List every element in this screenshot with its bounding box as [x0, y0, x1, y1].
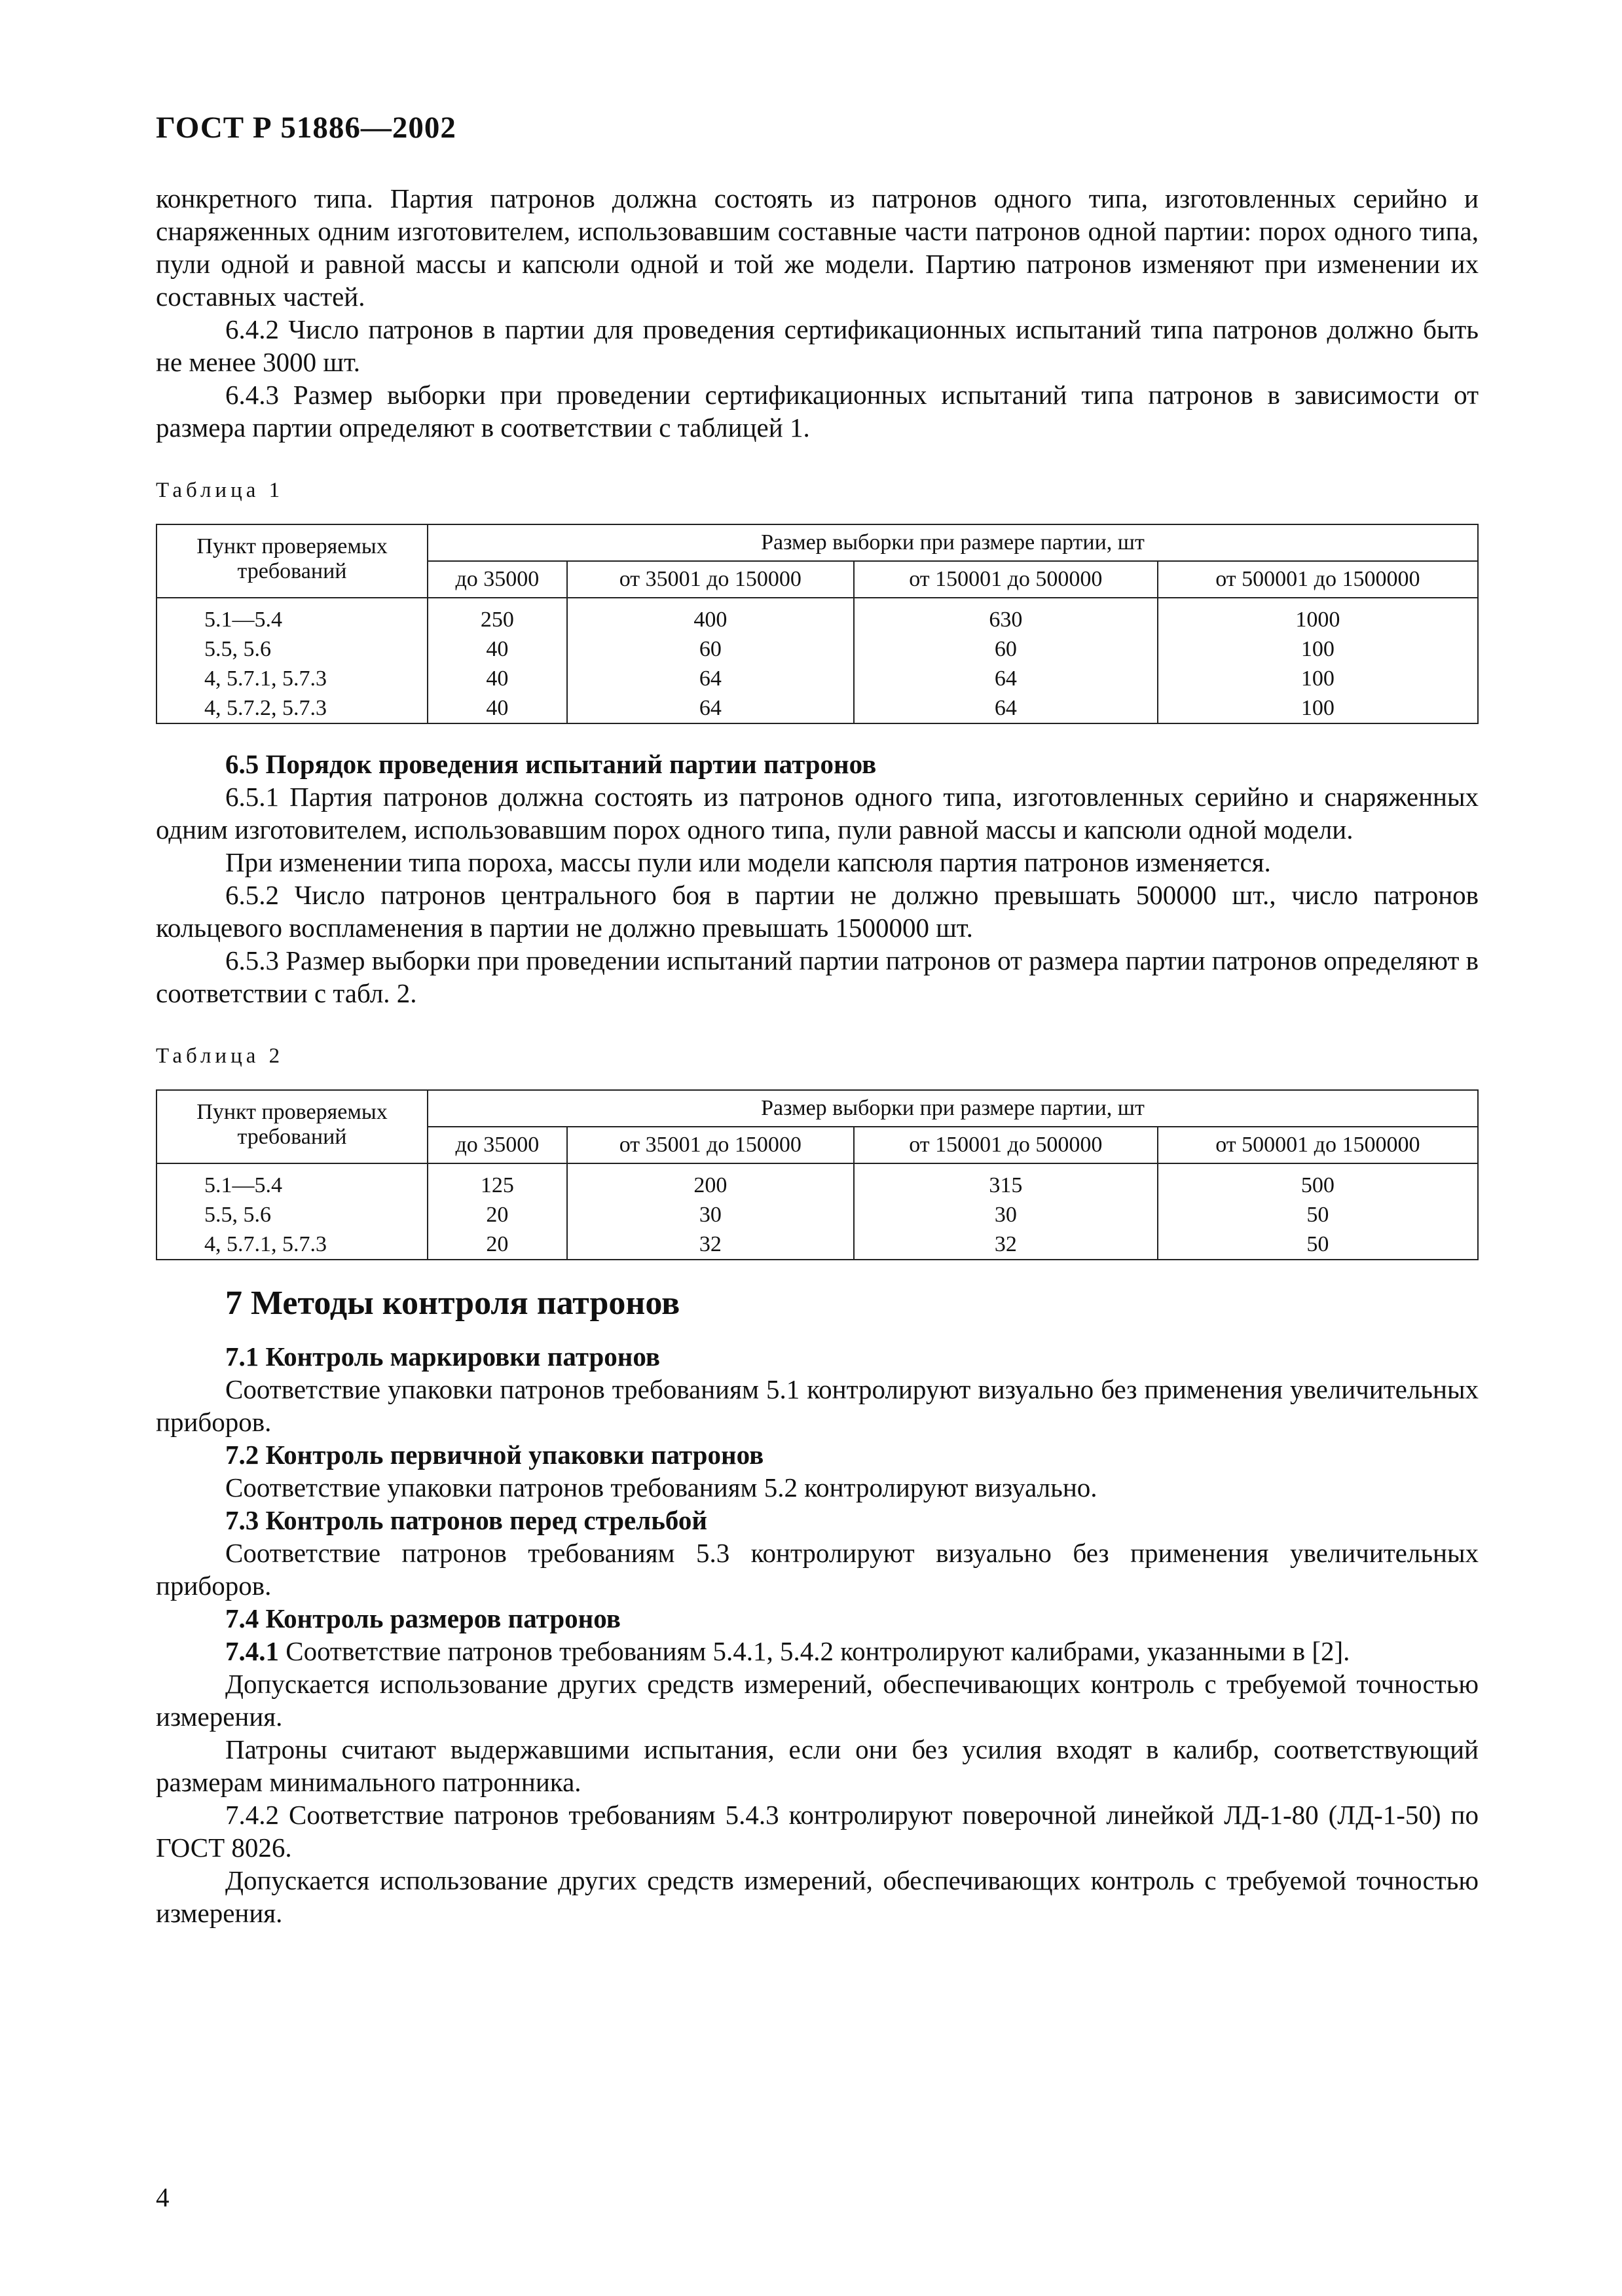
section-6-5-title: 6.5 Порядок проведения испытаний партии патронов	[225, 749, 877, 779]
paragraph: Соответствие упаковки патронов требованиям 5.2 контролируют визуально.	[225, 1472, 1097, 1503]
table-row	[157, 1163, 1478, 1260]
table-2	[156, 1089, 1479, 1260]
table-1	[156, 524, 1479, 724]
table-cell: 400 60 64 64	[567, 598, 854, 723]
document-body	[156, 182, 1479, 1929]
table-2-col-header: до 35000	[428, 1127, 567, 1163]
paragraph: 7.4.2 Соответствие патронов требованиям 5.4.3 контролируют поверочной линейкой ЛД-1-80 (ЛД-1-50) по ГОСТ 8026.	[156, 1800, 1479, 1863]
page-number: 4	[156, 2182, 170, 2212]
paragraph: 6.5.3 Размер выборки при проведении испытаний партии патронов от размера партии патронов определяют в соответствии с табл. 2.	[156, 945, 1479, 1008]
document-code-header: ГОСТ Р 51886—2002	[156, 111, 456, 145]
section-7-3-title: 7.3 Контроль патронов перед стрельбой	[225, 1505, 708, 1535]
paragraph	[156, 1635, 1479, 1667]
table-1-col-header: до 35000	[428, 561, 567, 598]
paragraph: 6.5.1 Партия патронов должна состоять из патронов одного типа, изготовленных серийно и снаряженных одним изготовителем, использовавшим порох одного типа, пули равной массы и капсюли одной модели.	[156, 782, 1479, 845]
paragraph: Патроны считают выдержавшими испытания, если они без усилия входят в калибр, соответствующий размерам минимального патронника.	[156, 1734, 1479, 1797]
section-7-4-title: 7.4 Контроль размеров патронов	[225, 1603, 621, 1633]
paragraph: 6.4.2 Число патронов в партии для проведения сертификационных испытаний типа патронов должно быть не менее 3000 шт.	[156, 314, 1479, 377]
table-1-caption: Таблица 1	[156, 479, 284, 502]
table-cell: 200 30 32	[567, 1163, 854, 1260]
table-1-row-header: Пункт проверяемых требований	[157, 524, 428, 598]
table-cell: 5.1—5.4 5.5, 5.6 4, 5.7.1, 5.7.3	[157, 1163, 428, 1260]
table-cell: 630 60 64 64	[854, 598, 1158, 723]
table-1-col-header: от 500001 до 1500000	[1158, 561, 1478, 598]
section-7-2-title: 7.2 Контроль первичной упаковки патронов	[225, 1440, 764, 1470]
section-7-1-title: 7.1 Контроль маркировки патронов	[225, 1341, 661, 1372]
table-cell: 500 50 50	[1158, 1163, 1478, 1260]
paragraph: Соответствие патронов требованиям 5.3 контролируют визуально без применения увеличительных приборов.	[156, 1538, 1479, 1601]
table-1-col-header: от 35001 до 150000	[567, 561, 854, 598]
table-1-span-header: Размер выборки при размере партии, шт	[428, 524, 1478, 561]
table-2-col-header: от 150001 до 500000	[854, 1127, 1158, 1163]
table-cell: 125 20 20	[428, 1163, 567, 1260]
table-cell: 315 30 32	[854, 1163, 1158, 1260]
paragraph: конкретного типа. Партия патронов должна состоять из патронов одного типа, изготовленных серийно и снаряженных одним изготовителем, использовавшим составные части патронов одной партии: порох одного типа, пули одной и равной массы и капсюли одной и той же модели. Партию патронов изменяют при изменении их составных частей.	[156, 183, 1479, 312]
section-7-title: 7 Методы контроля патронов	[225, 1285, 680, 1322]
table-cell: 5.1—5.4 5.5, 5.6 4, 5.7.1, 5.7.3 4, 5.7.2, 5.7.3	[157, 598, 428, 723]
paragraph: 6.5.2 Число патронов центрального боя в партии не должно превышать 500000 шт., число патронов кольцевого воспламенения в партии не должно превышать 1500000 шт.	[156, 880, 1479, 943]
table-2-row-header: Пункт проверяемых требований	[157, 1090, 428, 1163]
paragraph: Допускается использование других средств измерений, обеспечивающих контроль с требуемой точностью измерения.	[156, 1865, 1479, 1928]
table-row	[157, 598, 1478, 723]
paragraph: Допускается использование других средств измерений, обеспечивающих контроль с требуемой точностью измерения.	[156, 1669, 1479, 1732]
clause-number-7-4-1: 7.4.1	[225, 1636, 279, 1666]
table-cell: 1000 100 100 100	[1158, 598, 1478, 723]
table-1-col-header: от 150001 до 500000	[854, 561, 1158, 598]
table-2-col-header: от 500001 до 1500000	[1158, 1127, 1478, 1163]
paragraph: Соответствие упаковки патронов требованиям 5.1 контролируют визуально без применения увеличительных приборов.	[156, 1374, 1479, 1437]
table-2-span-header: Размер выборки при размере партии, шт	[428, 1090, 1478, 1127]
table-2-col-header: от 35001 до 150000	[567, 1127, 854, 1163]
table-cell: 250 40 40 40	[428, 598, 567, 723]
table-2-caption: Таблица 2	[156, 1044, 284, 1068]
paragraph: 6.4.3 Размер выборки при проведении сертификационных испытаний типа патронов в зависимости от размера партии определяют в соответствии с таблицей 1.	[156, 380, 1479, 443]
paragraph: При изменении типа пороха, массы пули или модели капсюля партия патронов изменяется.	[225, 847, 1271, 877]
clause-text-7-4-1: Соответствие патронов требованиям 5.4.1, 5.4.2 контролируют калибрами, указанными в [2].	[286, 1636, 1350, 1666]
